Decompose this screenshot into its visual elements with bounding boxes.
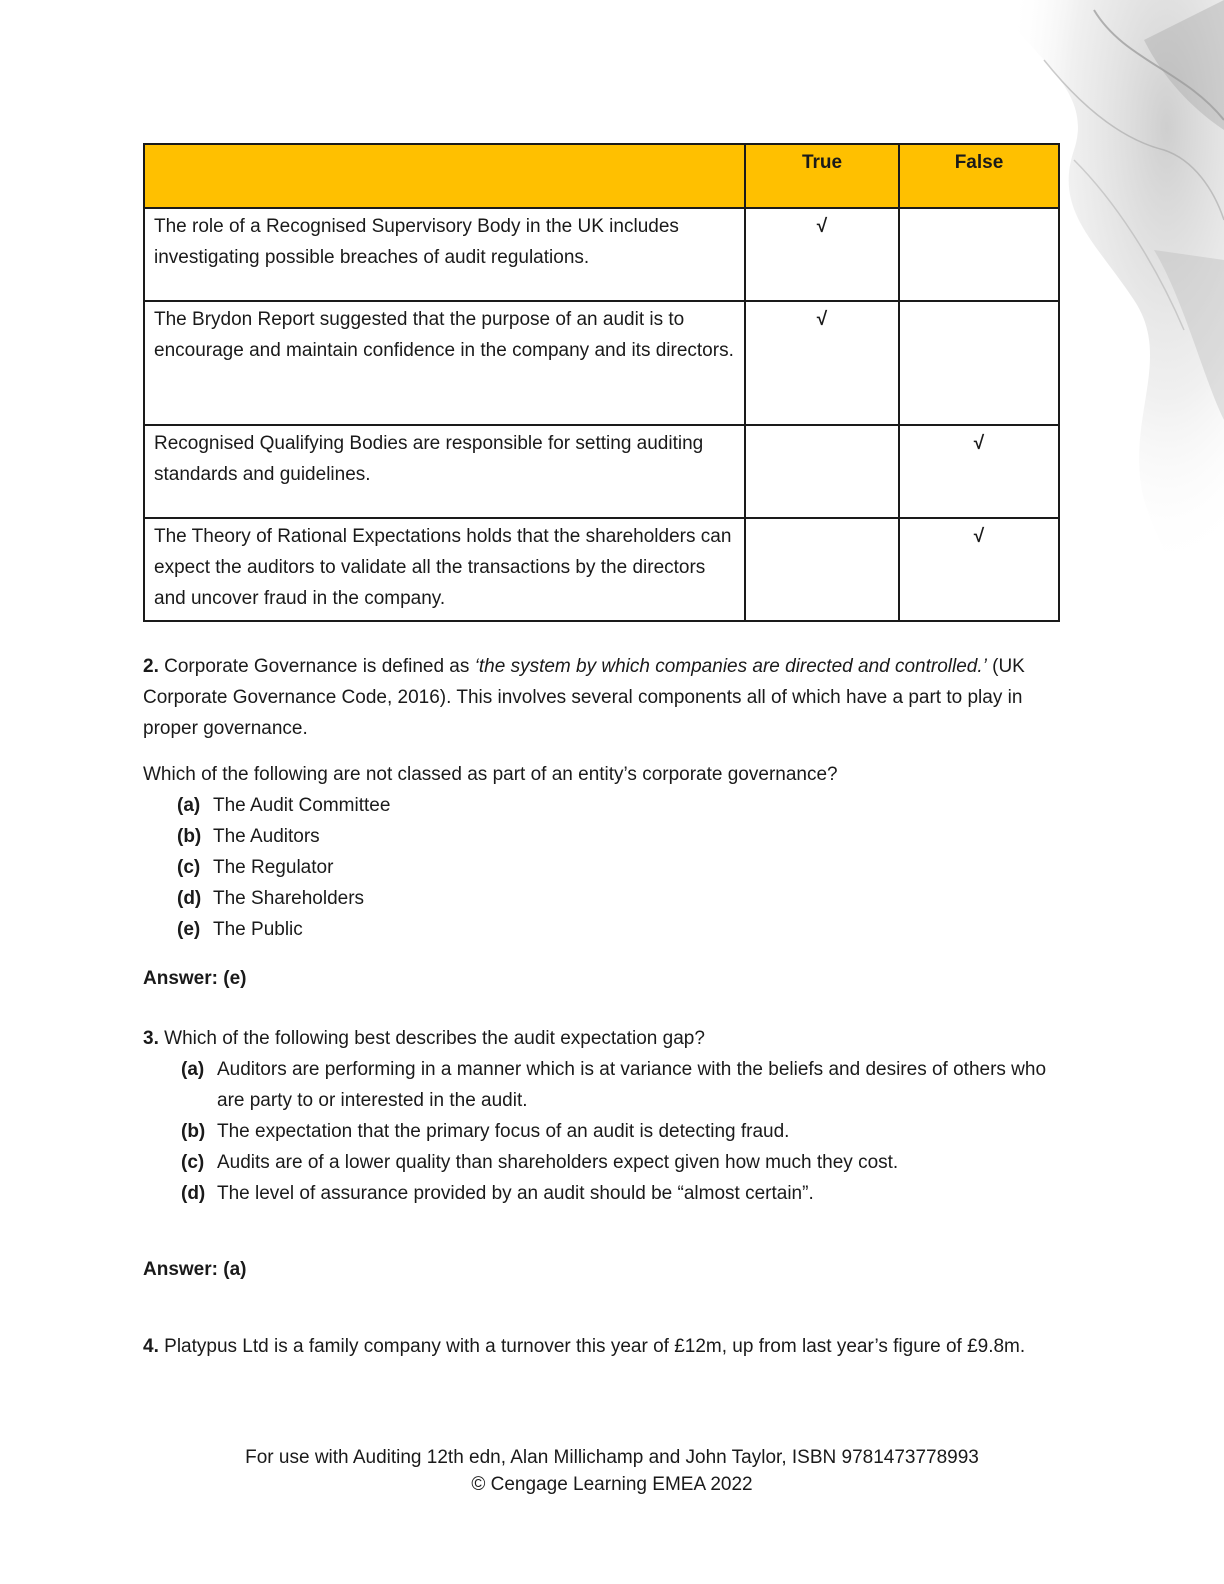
header-true: True — [745, 144, 899, 208]
option-text: Auditors are performing in a manner which is at variance with the beliefs and desires of others who are party to or interested in the audit. — [217, 1059, 1047, 1111]
true-mark — [745, 518, 899, 621]
option-text: The Public — [213, 919, 303, 940]
question-3-options — [181, 1054, 1071, 1209]
header-statement — [144, 144, 745, 208]
option-label: (c) — [177, 857, 201, 878]
list-item — [181, 1116, 1071, 1147]
table-row — [144, 301, 1059, 425]
footer-line-1: For use with Auditing 12th edn, Alan Millichamp and John Taylor, ISBN 9781473778993 — [245, 1447, 979, 1468]
false-mark — [899, 301, 1059, 425]
option-label: (a) — [181, 1059, 205, 1080]
list-item — [181, 1147, 1071, 1178]
table-row — [144, 425, 1059, 518]
false-mark — [899, 208, 1059, 301]
option-text: The Audit Committee — [213, 795, 391, 816]
question-3-number: 3. — [143, 1028, 159, 1049]
true-mark: √ — [745, 208, 899, 301]
page-footer — [0, 1444, 1224, 1498]
option-label: (b) — [181, 1121, 206, 1142]
question-2-quote: ‘the system by which companies are directed and controlled.’ — [474, 656, 987, 677]
list-item — [177, 790, 877, 821]
option-text: The Auditors — [213, 826, 320, 847]
option-label: (a) — [177, 795, 201, 816]
true-mark: √ — [745, 301, 899, 425]
question-3-answer: Answer: (a) — [143, 1259, 247, 1280]
list-item — [181, 1054, 1071, 1116]
option-label: (e) — [177, 919, 201, 940]
footer-line-2: © Cengage Learning EMEA 2022 — [471, 1474, 753, 1495]
question-3-text: Which of the following best describes the audit expectation gap? — [164, 1028, 705, 1049]
question-4-number: 4. — [143, 1336, 159, 1357]
option-label: (d) — [181, 1183, 206, 1204]
list-item — [181, 1178, 1071, 1209]
false-mark: √ — [899, 518, 1059, 621]
header-false: False — [899, 144, 1059, 208]
question-2-intro — [143, 651, 1073, 744]
option-label: (d) — [177, 888, 202, 909]
question-2-intro-before: Corporate Governance is defined as — [164, 656, 475, 677]
question-2-answer: Answer: (e) — [143, 968, 247, 989]
statement-cell: The Brydon Report suggested that the purpose of an audit is to encourage and maintain confidence in the company and its directors. — [144, 301, 745, 425]
statement-cell: The role of a Recognised Supervisory Body in the UK includes investigating possible breaches of audit regulations. — [144, 208, 745, 301]
question-2-options — [177, 790, 877, 945]
list-item — [177, 852, 877, 883]
question-2-intro-after: (UK Corporate Governance Code, 2016). This involves several components all of which have a part to play in proper governance. — [143, 656, 1025, 739]
option-text: The expectation that the primary focus of an audit is detecting fraud. — [217, 1121, 790, 1142]
false-mark: √ — [899, 425, 1059, 518]
option-text: The Shareholders — [213, 888, 365, 909]
statement-cell: Recognised Qualifying Bodies are responsible for setting auditing standards and guidelines. — [144, 425, 745, 518]
question-4-text: Platypus Ltd is a family company with a turnover this year of £12m, up from last year’s figure of £9.8m. — [164, 1336, 1026, 1357]
table-header-row — [144, 144, 1059, 208]
true-false-table — [143, 143, 1060, 622]
list-item — [177, 914, 877, 945]
table-row — [144, 208, 1059, 301]
option-text: Audits are of a lower quality than shareholders expect given how much they cost. — [217, 1152, 899, 1173]
option-text: The Regulator — [213, 857, 334, 878]
list-item — [177, 883, 877, 914]
question-4 — [143, 1331, 1073, 1362]
question-2-number: 2. — [143, 656, 159, 677]
option-label: (c) — [181, 1152, 205, 1173]
question-2-question: Which of the following are not classed as part of an entity’s corporate governance? — [143, 764, 838, 785]
true-mark — [745, 425, 899, 518]
question-3-question — [143, 1023, 1073, 1054]
option-label: (b) — [177, 826, 202, 847]
statement-cell: The Theory of Rational Expectations holds that the shareholders can expect the auditors to validate all the transactions by the directors and uncover fraud in the company. — [144, 518, 745, 621]
option-text: The level of assurance provided by an audit should be “almost certain”. — [217, 1183, 814, 1204]
list-item — [177, 821, 877, 852]
table-row — [144, 518, 1059, 621]
